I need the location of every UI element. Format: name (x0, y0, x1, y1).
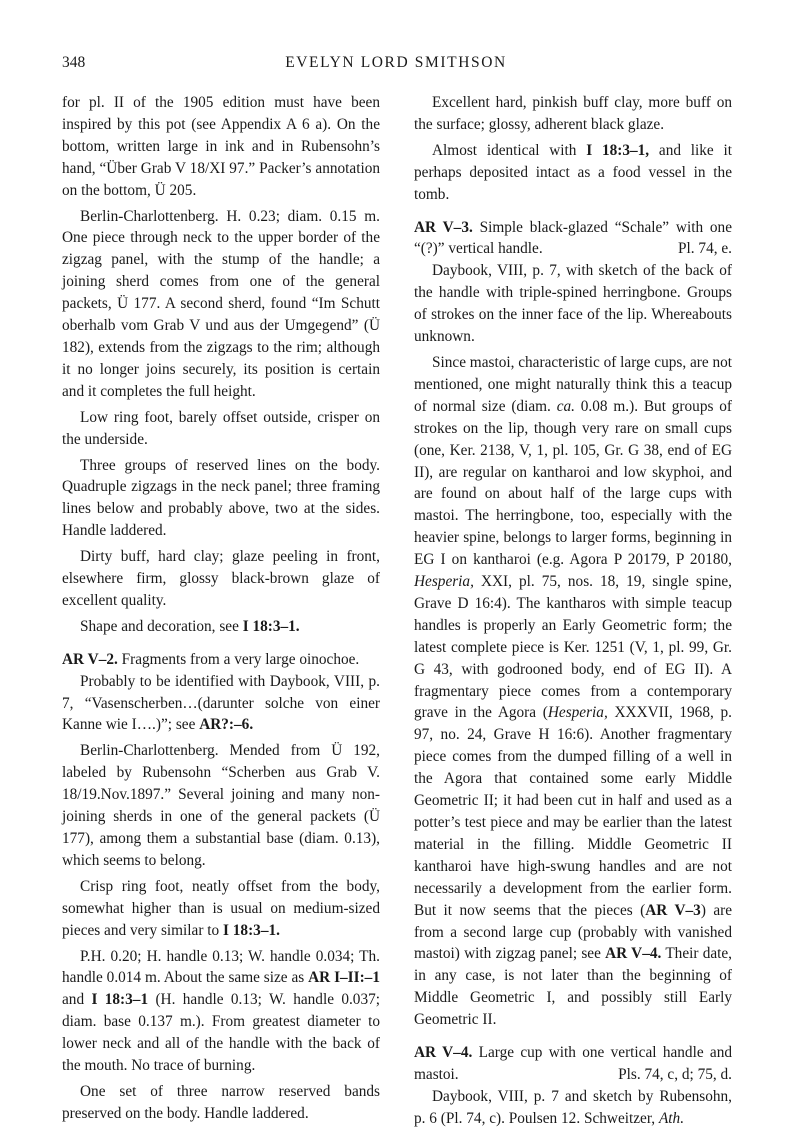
paragraph: Almost identical with I 18:3–1, and like it perhaps deposited intact as a food vessel in the tomb. (414, 141, 732, 203)
paragraph: P.H. 0.20; H. handle 0.13; W. handle 0.034; Th. handle 0.014 m. About the same size as AR I–II:–1 and I 18:3–1 (H. handle 0.13; W. handle 0.037; diam. base 0.137 m.). From greatest diameter to lower neck and all of the handle with the back of the mouth. No trace of burning. (62, 947, 381, 1075)
paragraph: Berlin-Charlottenberg. Mended from Ü 192, labeled by Rubensohn “Scherben aus Grab V. 18/19.Nov.1897.” Several joining and many non-joining sherds in one of the general packets (Ü 177), among them a substantial base (diam. 0.13), which seems to belong. (62, 742, 380, 869)
cross-reference: I 18:3–1, (586, 141, 650, 159)
cross-reference: AR V–4. (605, 945, 662, 963)
running-title: EVELYN LORD SMITHSON (285, 54, 507, 71)
paragraph: Since mastoi, characteristic of large cups, are not mentioned, one might naturally think this a teacup of normal size (diam. ca. 0.08 m.). But groups of strokes on the lip, though very rare on small cups (one, Ker. 2138, V, 1, pl. 105, Gr. G 38, end of EG II), are regular on kantharoi and low skyphoi, and are found on about half of the large cups with mastoi. The herringbone, too, especially with the heavier spine, belongs to larger forms, beginning in EG I on kantharoi (e.g. Agora P 20179, P 20180, Hesperia, XXI, pl. 75, nos. 18, 19, single spine, Grave D 16:4). The kantharos with simple teacup handles is properly an Early Geometric form; the latest complete piece is Ker. 1251 (V, 1, pl. 99, Gr. G 43, with godrooned body, end of EG II). A fragmentary piece comes from a contemporary grave in the Agora (Hesperia, XXXVII, 1968, p. 97, no. 24, Grave H 16:6). Another fragmentary piece comes from the dumped filling of a well in the Agora that contained some early Middle Geometric II; it had been cut in half and used as a potter’s test piece and may be earlier than the latest material in the filling. Middle Geometric II kantharoi have high-swung handles and are not necessarily a development from the earlier form. But it now seems that the pieces (AR V–3) are from a second large cup (probably with vanished mastoi) with zigzag panel; see AR V–4. Their date, in any case, is not later than the beginning of Middle Geometric I, and possibly still Early Geometric II. (414, 353, 733, 1029)
entry-title: AR V–4. (414, 1044, 473, 1062)
paragraph: Excellent hard, pinkish buff clay, more buff on the surface; glossy, adherent black glaze. (414, 94, 732, 133)
cross-reference: AR?:–6. (199, 716, 254, 734)
cross-reference: I 18:3–1. (223, 921, 280, 939)
entry-title: AR V–3. (414, 218, 473, 236)
catalogue-entry-heading (414, 1042, 732, 1086)
cross-reference: I 18:3–1. (242, 617, 300, 635)
paragraph: Daybook, VIII, p. 7, with sketch of the back of the handle with triple-spined herringbone. Groups of strokes on the inner face of the lip. Whereabouts unknown. (414, 262, 732, 346)
catalogue-entry-heading (62, 649, 380, 671)
paragraph: One set of three narrow reserved bands preserved on the body. Handle laddered. (62, 1082, 380, 1122)
entry-description: Large cup with one vertical handle and mastoi. (414, 1044, 733, 1083)
page-number: 348 (62, 54, 86, 71)
cross-reference: AR I–II:–1 (308, 969, 380, 987)
cross-reference: AR V–3 (645, 901, 701, 919)
plate-reference: Pls. 74, c, d; 75, d. (618, 1065, 732, 1083)
right-column (414, 92, 732, 1130)
paragraph: Dirty buff, hard clay; glaze peeling in front, elsewhere firm, glossy black-brown glaze of excellent quality. (62, 548, 380, 609)
entry-title: AR V–2. (62, 650, 118, 668)
paragraph: Probably to be identified with Daybook, VIII, p. 7, “Vasenscherben…(darunter solche von einer Kanne wie I….)”; see AR?:–6. (62, 672, 380, 734)
entry-description: Fragments from a very large oinochoe. (117, 650, 360, 668)
entry-description: Simple black-glazed “Schale” with one “(?)” vertical handle. (414, 218, 732, 258)
left-column (62, 92, 380, 1125)
paragraph: Berlin-Charlottenberg. H. 0.23; diam. 0.15 m. One piece through neck to the upper border of the zigzag panel, with the stump of the handle; a joining sherd comes from one of the general packets, Ü 177. A second sherd, found “Im Schutt oberhalb vom Grab V und aus der Umgegend” (Ü 182), extends from the zigzags to the rim; although it no longer joins securely, its position is certain and it completes the full height. (62, 207, 380, 400)
cross-reference: I 18:3–1 (91, 991, 149, 1009)
page-header (58, 54, 734, 80)
paragraph: Daybook, VIII, p. 7 and sketch by Rubensohn, p. 6 (Pl. 74, c). Poulsen 12. Schweitzer, Ath. (414, 1087, 732, 1127)
paragraph: Three groups of reserved lines on the body. Quadruple zigzags in the neck panel; three framing lines below and probably above, two at the sides. Handle laddered. (62, 456, 380, 540)
paragraph: Crisp ring foot, neatly offset from the body, somewhat higher than is usual on medium-sized pieces and very similar to I 18:3–1. (62, 877, 380, 939)
paragraph: Low ring foot, barely offset outside, crisper on the underside. (62, 408, 380, 448)
paragraph: for pl. II of the 1905 edition must have been inspired by this pot (see Appendix A 6 a). On the bottom, written large in ink and in Rubensohn’s hand, “Über Grab V 18/XI 97.” Packer’s annotation on the bottom, Ü 205. (62, 94, 380, 199)
plate-reference: Pl. 74, e. (678, 240, 732, 258)
paragraph: Shape and decoration, see I 18:3–1. (80, 617, 300, 635)
catalogue-entry-heading (414, 217, 732, 261)
